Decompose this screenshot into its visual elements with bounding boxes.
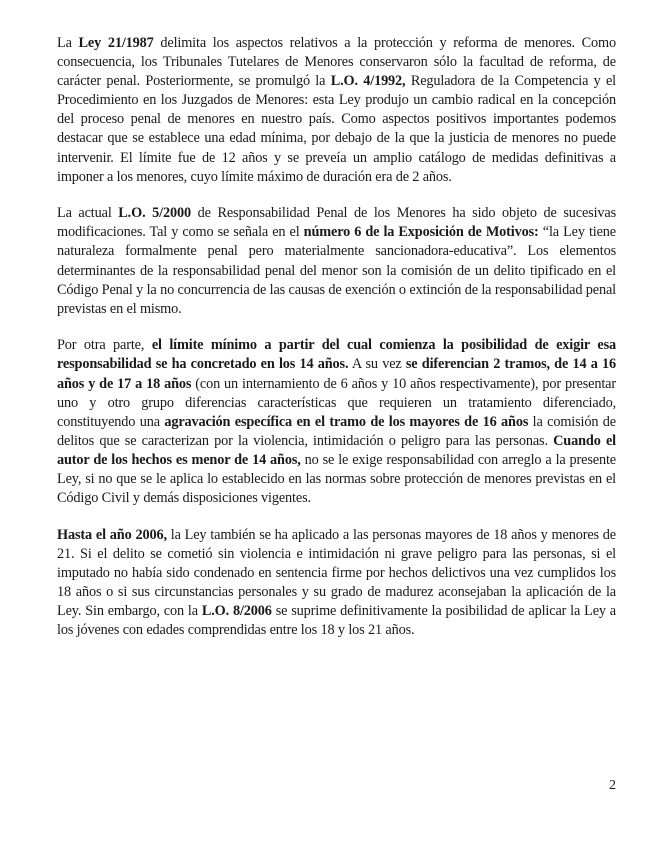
bold-text-run: Ley 21/1987 (78, 35, 154, 51)
paragraph-limite-minimo (57, 336, 616, 508)
text-run: La (57, 35, 79, 51)
text-run: Por otra parte, (57, 337, 152, 354)
text-run: la comisión de delitos que se caracterizan por la violencia, intimidación o peligro para las personas. (57, 413, 616, 449)
paragraph-hasta-2006 (57, 526, 616, 641)
bold-text-run: L.O. 4/1992, (330, 73, 406, 90)
bold-text-run: Hasta el año 2006, (57, 526, 167, 543)
paragraph-ley-21-1987 (57, 34, 616, 187)
text-run: La actual (57, 205, 119, 222)
text-run: delimita los aspectos relativos a la protección y reforma de menores. Como consecuencia, los Tribunales Tutelares de Menores conservaron sólo la facultad de reforma, de carácter penal. Posteriormente, se promulgó la (57, 35, 616, 90)
text-run: de Responsabilidad Penal de los Menores ha sido objeto de sucesivas modificaciones. Tal y como se señala en el (57, 205, 617, 241)
text-run: (con un internamiento de 6 años y 10 años respectivamente), por presentar uno y otro grupo diferencias características que requieren un tratamiento diferenciado, constituyendo una (57, 375, 616, 430)
bold-text-run: L.O. 8/2006 (201, 603, 272, 620)
page-number: 2 (609, 778, 616, 793)
text-run: A su vez (348, 356, 406, 373)
bold-text-run: el límite mínimo a partir del cual comienza la posibilidad de exigir esa responsabilidad se ha concretado en los 14 años. (57, 337, 616, 373)
text-run: la Ley también se ha aplicado a las personas mayores de 18 años y menores de 21. Si el delito se cometió sin violencia e intimidación ni grave peligro para las personas, si el imputado no había sido condenado en sentencia firme por hechos delictivos una vez cumplidos los 18 años o si sus circunstancias personales y su grado de madurez aconsejaban la aplicación de la Ley. Sin embargo, con la (57, 526, 617, 620)
bold-text-run: Cuando el autor de los hechos es menor de 14 años, (57, 432, 616, 468)
bold-text-run: se diferencian 2 tramos, de 14 a 16 años y de 17 a 18 años (57, 356, 617, 392)
text-run: “la Ley tiene naturaleza formalmente penal pero materialmente sancionadora-educativa”. Los elementos determinantes de la responsabilidad penal del menor son la comisión de un delito tipificado en el Código Penal y la no concurrencia de las causas de exención o extinción de la responsabilidad penal previstas en el mismo. (57, 224, 616, 317)
text-run: no se le exige responsabilidad con arreglo a la presente Ley, si no que se le aplica lo establecido en las normas sobre protección de menores previstas en el Código Civil y demás disposiciones vigentes. (57, 451, 616, 507)
bold-text-run: agravación específica en el tramo de los mayores de 16 años (164, 413, 529, 430)
bold-text-run: número 6 de la Exposición de Motivos: (303, 224, 539, 241)
text-run: se suprime definitivamente la posibilidad de aplicar la Ley a los jóvenes con edades comprendidas entre los 18 y los 21 años. (57, 603, 617, 639)
bold-text-run: L.O. 5/2000 (118, 205, 191, 222)
paragraph-lo-5-2000 (57, 204, 616, 319)
text-run: Reguladora de la Competencia y el Procedimiento en los Juzgados de Menores: esta Ley produjo un cambio radical en la concepción del proceso penal de menores en nuestro país. Como aspectos positivos importantes podemos destacar que se establece una edad mínima, por debajo de la que la justicia de menores no puede intervenir. El límite fue de 12 años y se preveía un amplio catálogo de medidas definitivas a imponer a los menores, cuyo límite máximo de duración era de 2 años. (57, 73, 617, 185)
document-body (57, 34, 616, 658)
